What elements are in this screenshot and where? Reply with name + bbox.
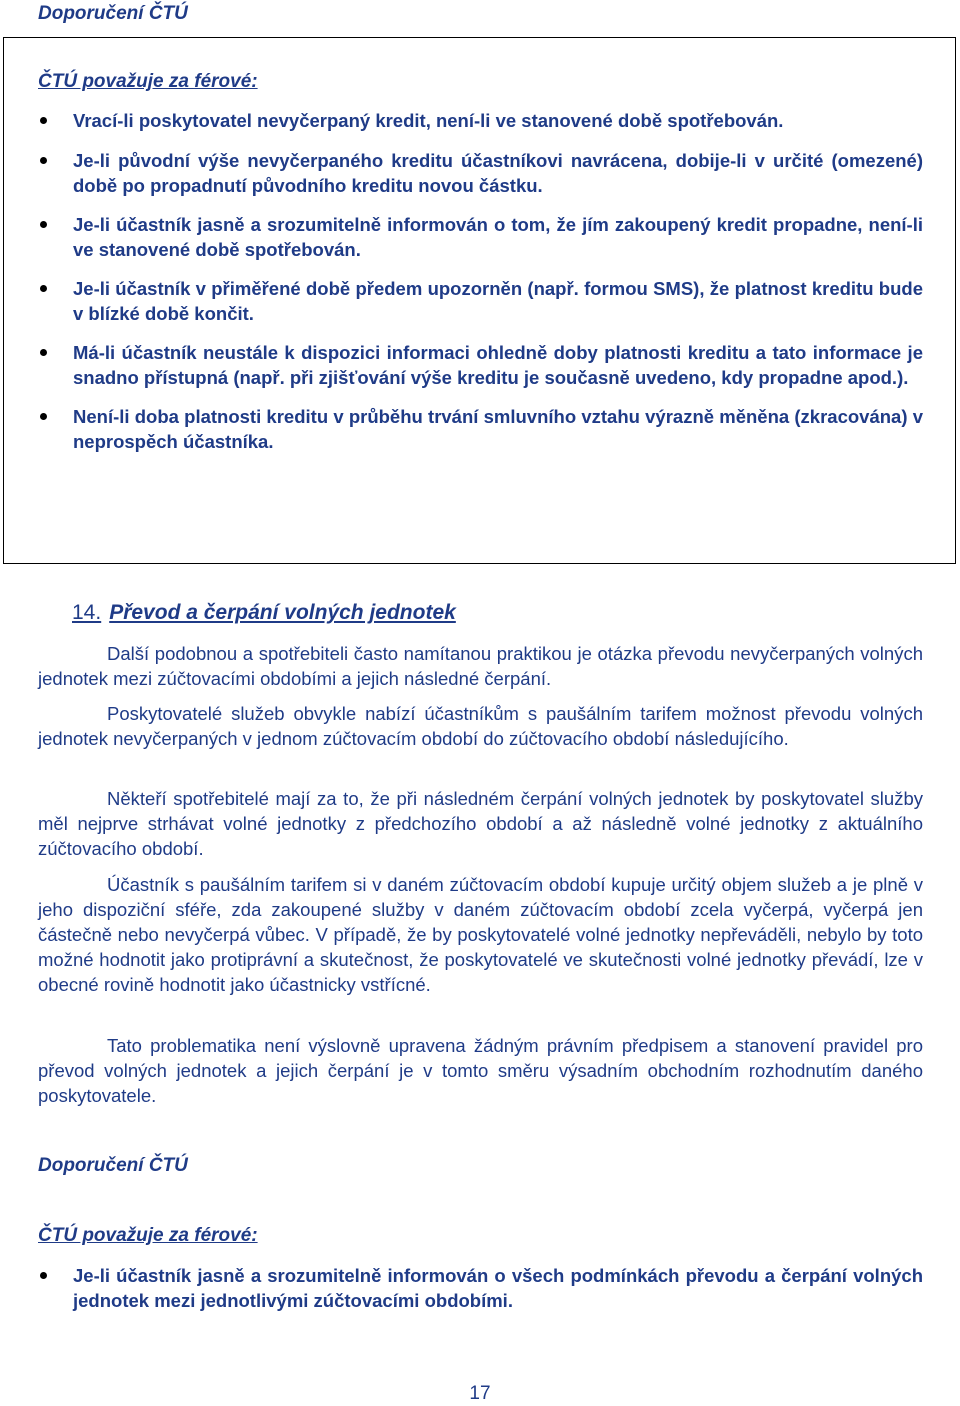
- fair-practices-heading: ČTÚ považuje za férové:: [38, 71, 258, 92]
- list-item-text: Je-li účastník jasně a srozumitelně informován o všech podmínkách převodu a čerpání volných jednotek mezi jednotlivými zúčtovacími obdobími.: [73, 1265, 923, 1311]
- list-item-text: Není-li doba platnosti kreditu v průběhu trvání smluvního vztahu výrazně měněna (zkracována) v neprospěch účastníka.: [73, 406, 923, 452]
- bullet-icon: [40, 349, 47, 356]
- fair-practices-list: [38, 108, 923, 454]
- section-title: Převod a čerpání volných jednotek: [109, 601, 456, 624]
- fair-practices-heading: ČTÚ považuje za férové:: [38, 1225, 258, 1246]
- paragraph: Účastník s paušálním tarifem si v daném zúčtovacím období kupuje určitý objem služeb a je plně v jeho dispoziční sféře, zda zakoupené služby v daném zúčtovacím období zcela vyčerpá, vyčerpá jen částečně nebo nevyčerpá vůbec. V případě, že by poskytovatelé volné jednotky nepřeváděli, nebylo by toto možné hodnotit jako protiprávní a skutečnost, že poskytovatelé ve skutečnosti volné jednotky převádí, lze v obecné rovině hodnotit jako účastnicky vstřícné.: [38, 874, 923, 995]
- list-item: [38, 276, 923, 326]
- recommendation-heading: Doporučení ČTÚ: [38, 1155, 188, 1176]
- list-item-text: Je-li účastník v přiměřené době předem upozorněn (např. formou SMS), že platnost kreditu bude v blízké době končit.: [73, 278, 923, 324]
- paragraph: Tato problematika není výslovně upravena žádným právním předpisem a stanovení pravidel pro převod volných jednotek a jejich čerpání je v tomto směru výsadním obchodním rozhodnutím daného poskytovatele.: [38, 1035, 923, 1106]
- bullet-icon: [40, 157, 47, 164]
- bullet-icon: [40, 117, 47, 124]
- list-item-text: Má-li účastník neustále k dispozici informaci ohledně doby platnosti kreditu a tato informace je snadno přístupná (např. při zjišťování výše kreditu je současně uvedeno, kdy propadne apod.).: [73, 342, 923, 388]
- recommendation-heading: Doporučení ČTÚ: [38, 3, 188, 24]
- section-heading: [72, 601, 456, 625]
- bullet-icon: [40, 1272, 47, 1279]
- page-number: 17: [469, 1383, 491, 1404]
- list-item: [38, 212, 923, 262]
- bullet-icon: [40, 285, 47, 292]
- list-item-text: Vrací-li poskytovatel nevyčerpaný kredit, není-li ve stanovené době spotřebován.: [73, 110, 784, 131]
- list-item-text: Je-li původní výše nevyčerpaného kreditu účastníkovi navrácena, dobije-li v určité (omezené) době po propadnutí původního kreditu novou částku.: [73, 150, 923, 196]
- list-item: [38, 1263, 923, 1313]
- paragraph: Poskytovatelé služeb obvykle nabízí účastníkům s paušálním tarifem možnost převodu volných jednotek nevyčerpaných v jednom zúčtovacím období do zúčtovacího období následujícího.: [38, 703, 923, 749]
- list-item: [38, 148, 923, 198]
- paragraph: Další podobnou a spotřebiteli často namítanou praktikou je otázka převodu nevyčerpaných volných jednotek mezi zúčtovacími obdobími a jejich následné čerpání.: [38, 643, 923, 689]
- fair-practices-list: [38, 1263, 923, 1313]
- list-item: [38, 108, 923, 133]
- list-item: [38, 404, 923, 454]
- list-item: [38, 340, 923, 390]
- list-item-text: Je-li účastník jasně a srozumitelně informován o tom, že jím zakoupený kredit propadne, není-li ve stanovené době spotřebován.: [73, 214, 923, 260]
- bullet-icon: [40, 413, 47, 420]
- paragraph: Někteří spotřebitelé mají za to, že při následném čerpání volných jednotek by poskytovatel služby měl nejprve strhávat volné jednotky z předchozího období a až následně volné jednotky z aktuálního zúčtovacího období.: [38, 788, 923, 859]
- bullet-icon: [40, 221, 47, 228]
- section-number: 14.: [72, 601, 102, 624]
